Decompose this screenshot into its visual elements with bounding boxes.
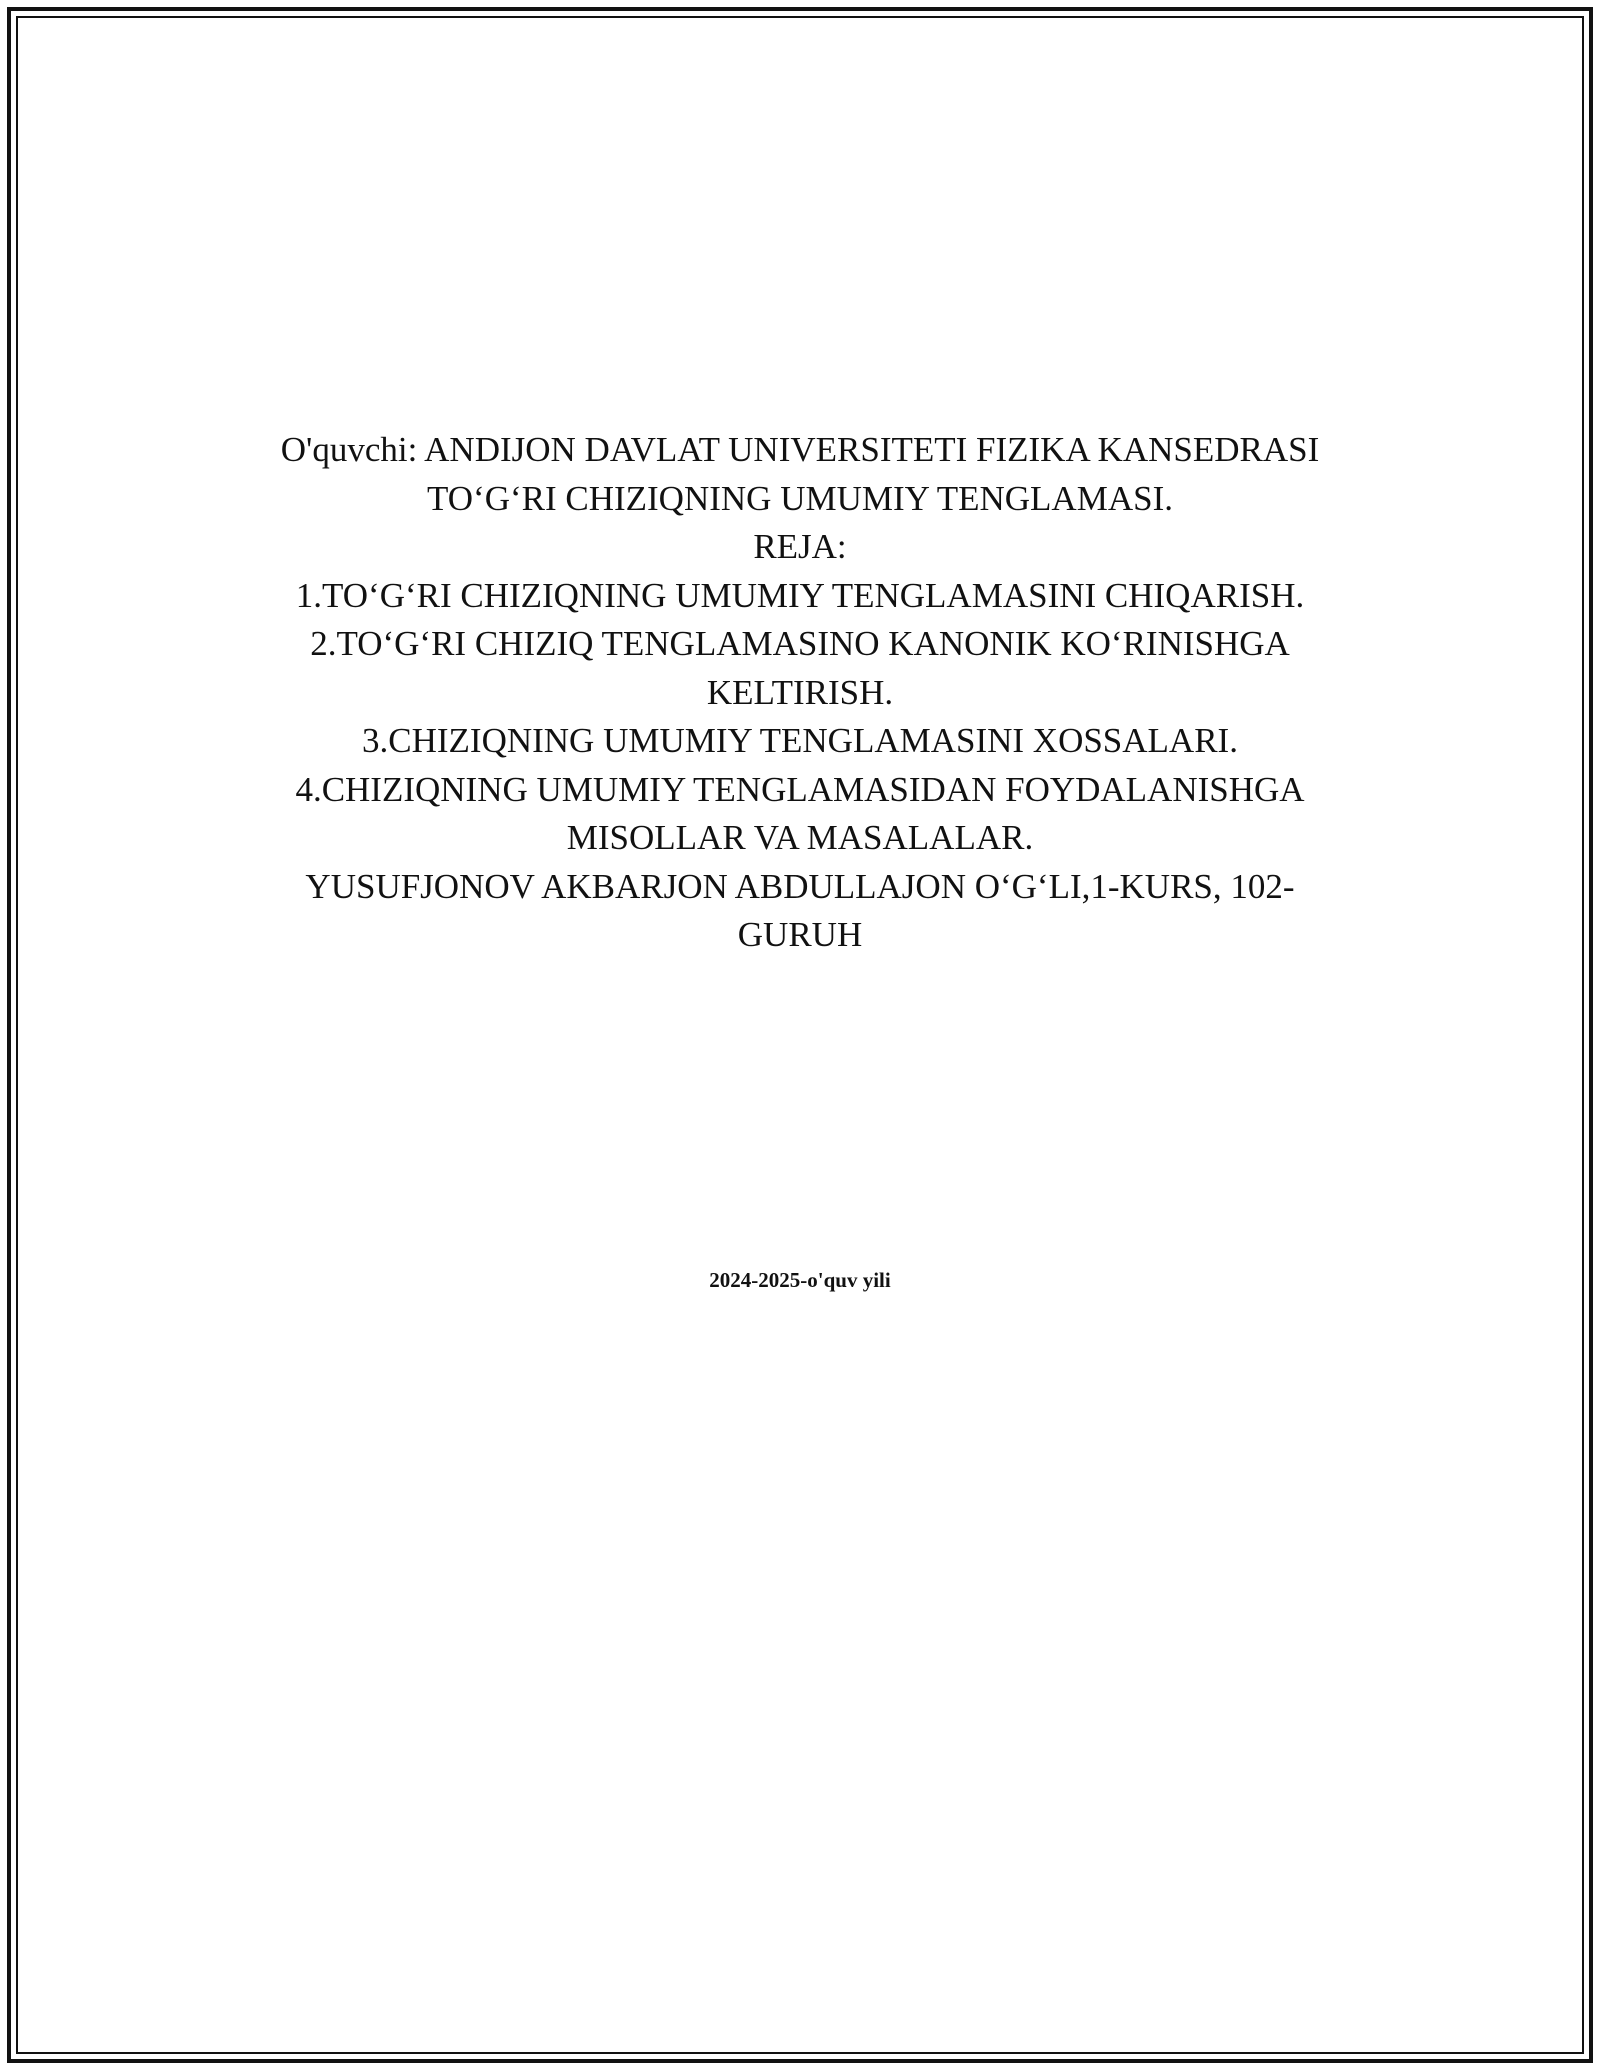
plan-item-3: 3.CHIZIQNING UMUMIY TENGLAMASINI XOSSALARI. xyxy=(362,721,1238,760)
author-line-cont: GURUH xyxy=(737,915,863,954)
plan-item-2: 2.TO‘G‘RI CHIZIQ TENGLAMASINO KANONIK KO‘RINISHGA xyxy=(310,624,1290,663)
plan-item-4: 4.CHIZIQNING UMUMIY TENGLAMASIDAN FOYDALANISHGA xyxy=(295,769,1305,809)
page-border-inner xyxy=(16,16,1584,2054)
plan-item-4-cont: MISOLLAR VA MASALALAR. xyxy=(566,818,1034,857)
academic-year: 2024-2025-o'quv yili xyxy=(709,1268,891,1292)
university-line: O'quvchi: ANDIJON DAVLAT UNIVERSITETI FIZIKA KANSEDRASI xyxy=(280,430,1320,469)
plan-item-2-cont: KELTIRISH. xyxy=(706,672,894,712)
author-line: YUSUFJONOV AKBARJON ABDULLAJON O‘G‘LI,1-KURS, 102- xyxy=(305,866,1295,906)
plan-item-1: 1.TO‘G‘RI CHIZIQNING UMUMIY TENGLAMASINI CHIQARISH. xyxy=(295,575,1305,615)
title-block xyxy=(230,426,1370,960)
plan-heading: REJA: xyxy=(753,527,847,566)
topic-title: TO‘G‘RI CHIZIQNING UMUMIY TENGLAMASI. xyxy=(427,478,1173,518)
